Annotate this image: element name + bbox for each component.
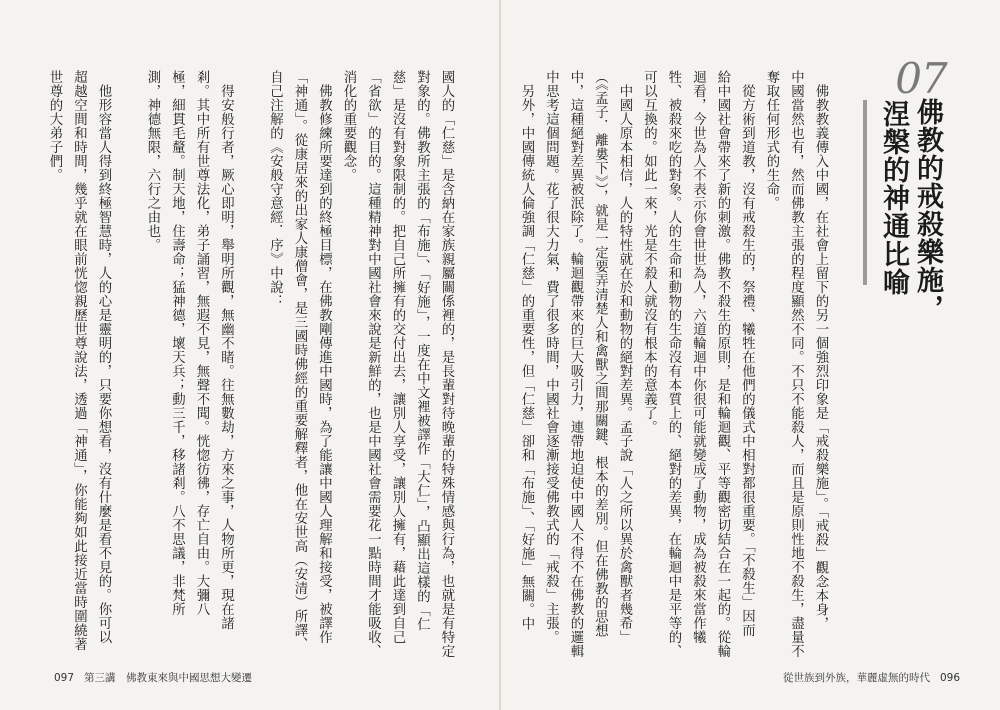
right-running-header: 從世族到外族，華麗虛無的時代 <box>782 672 930 684</box>
right-page-body-text: 佛教教義傳入中國，在社會上留下的另一個強烈印象是「戒殺樂施」。「戒殺」觀念本身， 中國當然也有，然而佛教主張的程度顯然不同。不只不能殺人，而且是原則性地不殺生，盡量不 奪取任何形式的生命。 從方術到道教，沒有戒殺生的，祭禮、犧牲在他們的儀式中相對都很重要。「不殺生」因而 給中國社會帶來了新的刺激。佛教不殺生的原則，是和輪迴觀、平等觀密切結合在一起的。從輪 迴看，今世為人不表示你會世世為人，六道輪迴中你很可能就變成了動物，成為被殺來當作犧 牲、被殺來吃的對象。人的生命和動物的生命沒有本質上的、絕對的差異，在輪迴中是平等的、 可以互換的。如此一來，光是不殺人就沒有根本的意義了。 中國人原本相信，人的特性就在於和動物的絕對差異。孟子說「人之所以異於禽獸者幾希」 （《孟子．離婁下》），就是一定要弄清楚人和禽獸之間那關鍵、根本的差別。但在佛教的思想 中，這種絕對差異被泯除了。輪迴觀帶來的巨大吸引力，連帶地迫使中國人不得不在佛教的邏輯 中思考這個問題。花了很大力氣，費了很多時間，中國社會逐漸接受佛教式的「戒殺」主張。 另外，中國傳統人倫強調「仁慈」的重要性，但「仁慈」卻和「布施」、「好施」無關。中 <box>519 70 828 658</box>
left-page-body-text: 國人的「仁慈」是含納在家族親屬關係裡的，是長輩對待晚輩的特殊情感與行為，也就是有特定 對象的。佛教所主張的「布施」、「好施」，一度在中文裡被譯作「大仁」，凸顯出這樣的「仁 慈」是沒有對象限制的。把自己所擁有的交付出去，讓別人享受，讓別人擁有，藉此達到自己 「省欲」的目的。這種精神對中國社會來說是新鮮的，也是中國社會需要花一點時間才能吸收、 消化的重要觀念。 佛教修練所要達到的終極目標，在佛教剛傳進中國時，為了能讓中國人理解和接受，被譯作 「神通」。從康居來的出家人康僧會，是三國時佛經的重要解釋者，他在安世高（安清）所譯、 自己注解的《安般守意經．序》中說： 得安般行者，厥心即明，舉明所觀，無幽不睹。往無數劫，方來之事，人物所更，現在諸 剎。其中所有世尊法化，弟子誦習，無遐不見，無聲不聞。恍惚彷彿，存亡自由。大彌八 極，細貫毛釐。制天地，住壽命；猛神德，壞天兵；動三千，移諸剎。八不思議，非梵所 測，神德無限，六行之由也。 他形容當人得到終極智慧時，人的心是靈明的，只要你想看，沒有什麼是看不見的。你可以 超越空間和時間，幾乎就在眼前恍惚親歷世尊說法，透過「神通」，你能夠如此接近當時圍繞著 世尊的大弟子們。 <box>47 70 454 658</box>
right-page-number: 096 <box>939 672 960 684</box>
right-page-footer <box>783 670 960 685</box>
left-running-header: 第三講 佛教東來與中國思想大變遷 <box>84 672 253 684</box>
left-page <box>0 0 499 710</box>
right-page <box>501 0 1000 710</box>
left-page-footer <box>54 670 252 685</box>
chapter-number: 07 <box>895 54 947 103</box>
chapter-title-line-2: 涅槃的神通比喻 <box>878 100 909 296</box>
left-page-number: 097 <box>54 672 75 684</box>
title-rule-divider <box>863 100 867 285</box>
chapter-title-line-1: 佛教的戒殺樂施， <box>912 98 943 322</box>
